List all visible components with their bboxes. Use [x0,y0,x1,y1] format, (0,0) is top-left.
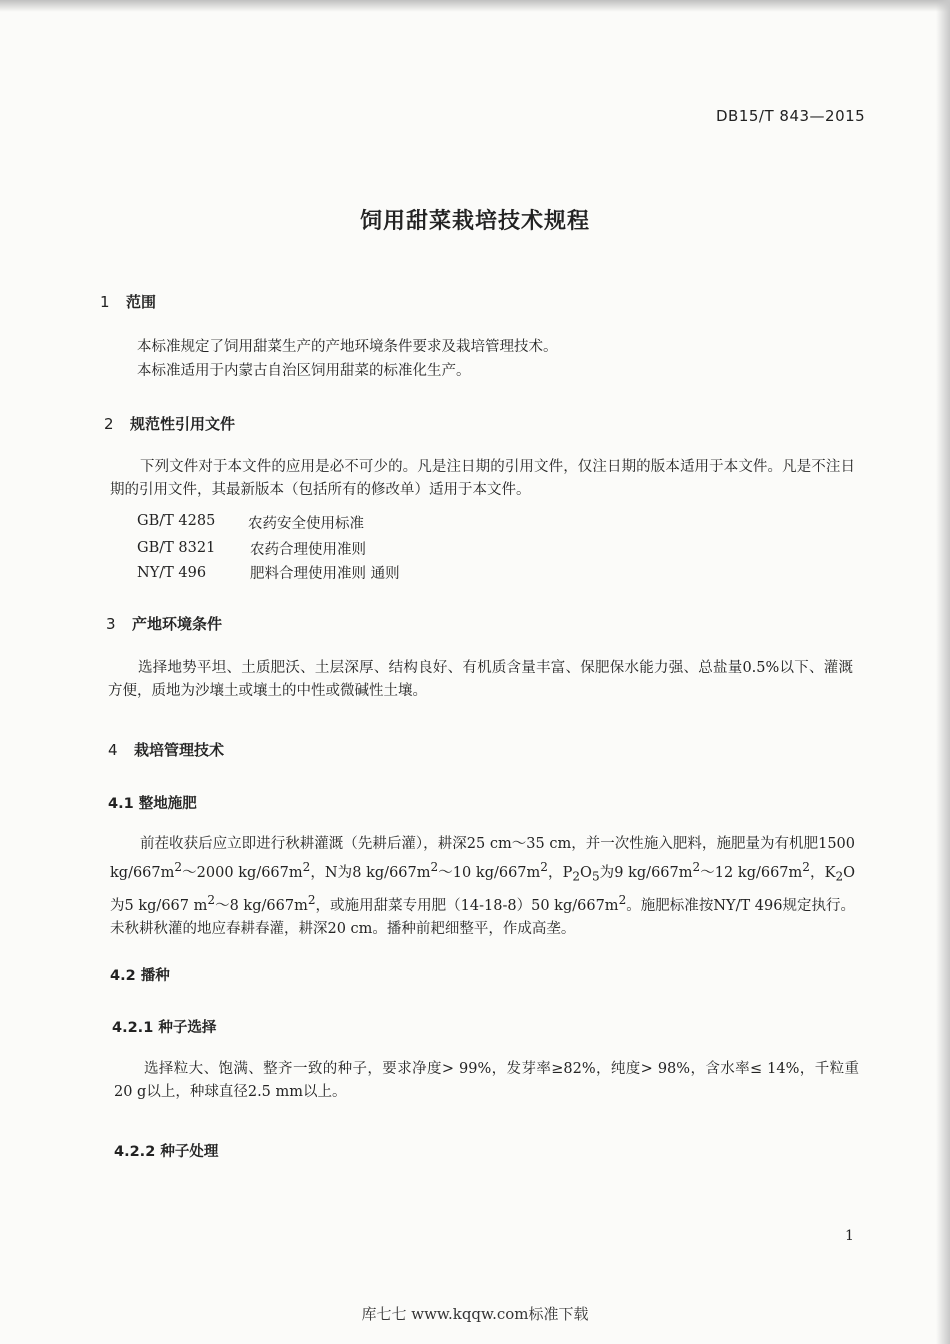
subscript: 2 [572,869,581,884]
section-1-heading [100,291,156,312]
superscript: 2 [618,892,627,907]
section-title: 产地环境条件 [132,615,223,633]
superscript: 2 [307,892,316,907]
ref-code: NY/T 496 [137,565,207,581]
section-3-heading [106,613,222,634]
section-title: 种子选择 [158,1020,217,1036]
ref-code: GB/T 8321 [137,540,216,556]
text-run: ，或施用甜菜专用肥（14-18-8）50 kg/667m [315,897,619,914]
scan-edge-right [936,0,950,1344]
section-number: 3 [106,615,116,633]
ref-name: 肥料合理使用准则 通则 [250,566,400,582]
section-title: 播种 [140,968,170,984]
section-4-2-1-para: 选择粒大、饱满、整齐一致的种子，要求净度> 99%，发芽率≥82%，纯度> 98%，含水率≤ 14%，千粒重20 g以上，种球直径2.5 mm以上。 [114,1061,859,1100]
section-1-para-2: 本标准适用于内蒙古自治区饲用甜菜的标准化生产。 [137,363,471,379]
section-title: 栽培管理技术 [134,741,225,759]
section-number: 4.2.1 [112,1020,154,1036]
section-title: 整地施肥 [138,796,197,812]
section-3-para: 选择地势平坦、土质肥沃、土层深厚、结构良好、有机质含量丰富、保肥保水能力强、总盐量0.5%以下、灌溉方便，质地为沙壤土或壤土的中性或微碱性土壤。 [108,660,853,699]
section-2-para: 下列文件对于本文件的应用是必不可少的。凡是注日期的引用文件，仅注日期的版本适用于本文件。凡是不注日期的引用文件，其最新版本（包括所有的修改单）适用于本文件。 [110,459,855,498]
superscript: 2 [430,860,439,874]
section-4-2-heading [110,964,170,985]
text-run: ，P [547,864,573,881]
text-run: ～12 kg/667m [700,864,803,881]
superscript: 2 [174,860,183,874]
page-title: 饲用甜菜栽培技术规程 [359,209,590,234]
text-run: ～8 kg/667m [215,897,308,914]
section-4-1-heading [108,792,197,813]
document-number: DB15/T 843—2015 [716,107,866,125]
scan-edge-top [0,0,950,12]
ref-code: GB/T 4285 [137,513,216,529]
section-number: 4 [108,741,118,759]
section-4-2-2-heading [114,1140,218,1161]
section-2-heading [104,413,235,434]
section-title: 种子处理 [160,1144,219,1160]
section-number: 1 [100,293,110,311]
text-run: ～2000 kg/667m [182,864,303,881]
section-number: 4.2 [110,968,136,984]
text-run: ，K [809,864,836,881]
ref-name: 农药合理使用准则 [250,542,366,558]
text-run: 。施肥标准按NY/T 496规定执行。未秋耕秋灌的地应春耕春灌，耕深20 cm。播种前耙细整平，作成高垄。 [110,897,856,937]
section-4-2-1-heading [112,1016,216,1037]
section-number: 4.1 [108,796,134,812]
superscript: 2 [540,860,548,874]
superscript: 2 [302,860,311,874]
text-run: O [580,864,592,881]
subscript: 2 [835,869,844,884]
section-4-1-para [110,833,855,941]
section-4-heading [108,739,224,760]
section-number: 4.2.2 [114,1144,156,1160]
text-run: ，N为8 kg/667m [310,864,431,881]
footer-watermark: 库七七 www.kqqw.com标准下载 [361,1305,589,1323]
text-run: 前茬收获后应立即进行秋耕灌溉（先耕后灌），耕深25 cm～35 cm，并一次性施入肥料，施肥量为有机肥1500 kg/667m [110,836,855,881]
superscript: 2 [802,860,810,874]
section-1-para-1: 本标准规定了饲用甜菜生产的产地环境条件要求及栽培管理技术。 [137,339,558,355]
superscript: 2 [207,892,216,907]
page-number: 1 [845,1228,854,1244]
subscript: 5 [591,869,600,884]
section-title: 范围 [126,293,157,311]
ref-name: 农药安全使用标准 [248,516,364,532]
superscript: 2 [692,860,701,874]
section-number: 2 [104,415,114,433]
text-run: 为9 kg/667m [599,864,693,881]
section-title: 规范性引用文件 [130,415,236,433]
text-run: O为5 kg/667 m [110,864,856,914]
text-run: ～10 kg/667m [438,864,541,881]
